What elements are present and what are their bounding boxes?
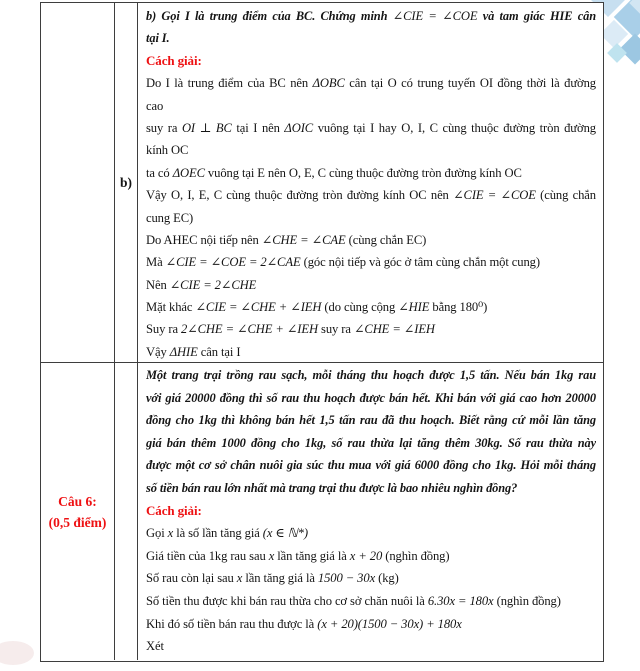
table-row-part-b xyxy=(41,3,603,363)
question-number: Câu 6: xyxy=(58,493,97,509)
text-line: Do AHEC nội tiếp nên ∠CHE = ∠CAE (cùng chắn EC) xyxy=(146,232,427,247)
text-line: cung EC) xyxy=(146,210,194,225)
table-row-question-6 xyxy=(41,363,603,660)
text-line: Do I là trung điểm của BC nên ΔOBC cân tại O có trung tuyến OI đồng thời là đường xyxy=(146,76,596,91)
text-line: Khi đó số tiền bán rau thu được là (x + 20)(1500 − 30x) + 180x xyxy=(146,616,462,631)
text-line: Gọi x là số lần tăng giá (x ∈ ℕ*) xyxy=(146,526,308,541)
text-line: Giá tiền của 1kg rau sau x lần tăng giá là x + 20 (nghìn đồng) xyxy=(146,548,450,563)
text-line: ta có ΔOEC vuông tại E nên O, E, C cùng thuộc đường tròn đường kính OC xyxy=(146,165,522,180)
page-smudge xyxy=(0,641,34,665)
text-line: đồng cho 1kg thì không bán hết 1,5 tấn rau đã thu hoạch. Biết rằng cứ mỗi lần tăng xyxy=(146,413,596,428)
part-label-cell-empty xyxy=(115,363,138,660)
text-line: tại I. xyxy=(146,31,170,46)
solution-content-part-b xyxy=(138,3,603,362)
text-line: kính OC xyxy=(146,143,189,158)
text-line: cao xyxy=(146,98,164,113)
text-line: Suy ra 2∠CHE = ∠CHE + ∠IEH suy ra ∠CHE = ∠IEH xyxy=(146,322,435,337)
text-line: Cách giải: xyxy=(146,502,202,518)
text-line: Mặt khác ∠CIE = ∠CHE + ∠IEH (do cùng cộng ∠HIE bằng 180⁰) xyxy=(146,300,488,315)
text-line: Nên ∠CIE = 2∠CHE xyxy=(146,277,257,292)
solution-content-question-6 xyxy=(138,363,603,660)
text-line: Số tiền thu được khi bán rau thừa cho cơ sở chăn nuôi là 6.30x = 180x (nghìn đồng) xyxy=(146,593,561,608)
text-line: giá bán thêm 1000 đồng cho 1kg, số rau thừa lại tăng thêm 30kg. Số rau thừa này xyxy=(146,435,596,450)
text-line: Vậy O, I, E, C cùng thuộc đường tròn đường kính OC nên ∠CIE = ∠COE (cùng chắn xyxy=(146,188,596,203)
text-line: Cách giải: xyxy=(146,52,202,68)
text-line: Mà ∠CIE = ∠COE = 2∠CAE (góc nội tiếp và góc ở tâm cùng chắn một cung) xyxy=(146,255,540,270)
text-line: Số rau còn lại sau x lần tăng giá là 1500 − 30x (kg) xyxy=(146,571,399,586)
text-line: Một trang trại trồng rau sạch, mỗi tháng thu hoạch được 1,5 tấn. Nếu bán 1kg rau xyxy=(146,368,596,382)
text-line: suy ra OI ⊥ BC tại I nên ΔOIC vuông tại I hay O, I, C cùng thuộc đường tròn đường xyxy=(146,120,596,135)
text-line: b) Gọi I là trung điểm của BC. Chứng minh ∠CIE = ∠COE và tam giác HIE cân xyxy=(146,9,596,23)
text-line: được một cơ sở chân nuôi gia súc thu mua với giá 6000 đồng cho 1kg. Hỏi mỗi tháng xyxy=(146,458,596,473)
question-label-cell xyxy=(41,363,115,660)
text-line: với giá 20000 đồng thì số rau thu hoạch được bán hết. Khi bán với giá cao hơn 20000 xyxy=(146,390,596,405)
question-points: (0,5 điểm) xyxy=(48,514,107,530)
text-line: Xét xyxy=(146,639,164,654)
solution-table xyxy=(40,2,604,662)
part-label: b) xyxy=(119,174,132,190)
question-label-cell-empty xyxy=(41,3,115,362)
text-line: số tiền bán rau lớn nhất mà trang trại thu được là bao nhiêu nghìn đồng? xyxy=(146,480,518,495)
text-line: Vậy ΔHIE cân tại I xyxy=(146,344,241,359)
part-label-cell xyxy=(115,3,138,362)
